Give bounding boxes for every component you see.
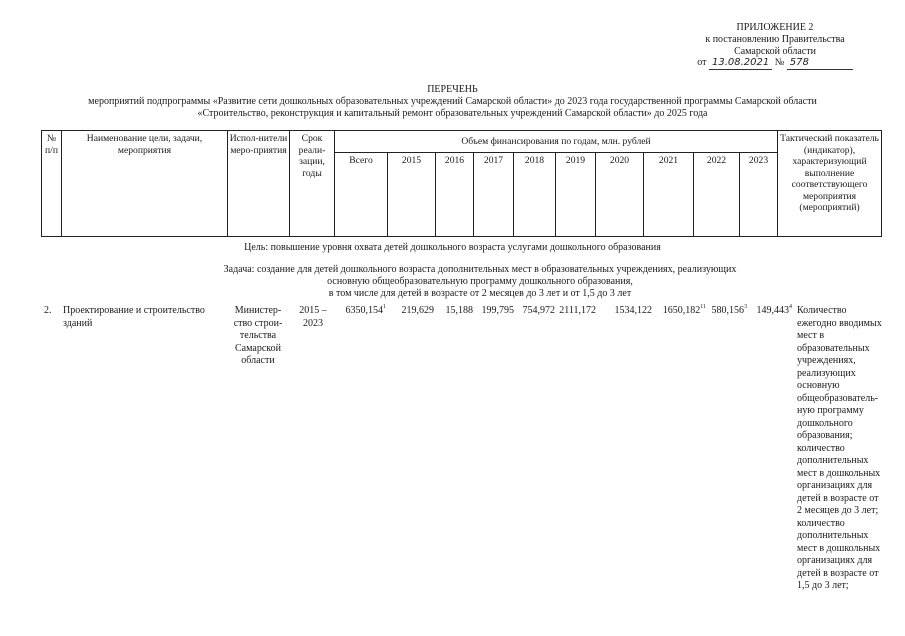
row-2021-value: 1650,182 bbox=[662, 305, 701, 316]
appendix-line2: к постановлению Правительства bbox=[705, 33, 845, 45]
indicator-line: учреждениях, bbox=[797, 355, 856, 366]
header-year: 2015 bbox=[388, 153, 436, 237]
header-year: 2021 bbox=[644, 153, 694, 237]
row-2017: 199,795 bbox=[481, 305, 514, 316]
footnote-mark: 1 bbox=[383, 304, 386, 310]
row-2022 bbox=[706, 305, 747, 318]
indicator-line: организациях для bbox=[797, 480, 873, 491]
header-executors: Испол-нители меро-приятия bbox=[228, 131, 290, 237]
document-subtitle-line2: «Строительство, реконструкция и капитальный ремонт образовательных учреждений Самарской области» до 2025 года bbox=[197, 108, 708, 119]
header-term: Срок реали-зации, годы bbox=[290, 131, 335, 237]
appendix-title: ПРИЛОЖЕНИЕ 2 bbox=[736, 22, 814, 33]
indicator-line: ежегодно вводимых bbox=[797, 317, 882, 329]
indicator-line: реализующих bbox=[797, 367, 856, 379]
header-year: 2019 bbox=[556, 153, 596, 237]
task-line: Задача: создание для детей дошкольного возраста дополнительных мест в образовательных учреждениях, реализующих bbox=[223, 264, 737, 275]
footnote-mark: 3 bbox=[744, 304, 747, 310]
row-name-line: Проектирование и строительство bbox=[63, 305, 205, 316]
appendix-block bbox=[650, 22, 900, 70]
row-2023-value: 149,443 bbox=[756, 305, 789, 316]
appendix-date-line bbox=[650, 57, 900, 70]
header-num: № п/п bbox=[42, 131, 62, 237]
indicator-line: 2 месяцев до 3 лет; bbox=[797, 505, 879, 516]
header-year: 2017 bbox=[474, 153, 514, 237]
date-prefix: от bbox=[697, 57, 707, 69]
row-exec-line: Самарской bbox=[235, 342, 281, 354]
row-2022-value: 580,156 bbox=[711, 305, 744, 316]
row-indicator bbox=[797, 305, 901, 593]
row-exec-line: Министер- bbox=[234, 305, 282, 316]
task-line: основную общеобразовательную программу дошкольного образования, bbox=[327, 276, 633, 287]
task-line: в том числе для детей в возрасте от 2 месяцев до 3 лет и от 1,5 до 3 лет bbox=[328, 288, 632, 299]
header-year: 2020 bbox=[596, 153, 644, 237]
row-term-line: 2023 bbox=[303, 317, 323, 329]
number-prefix: № bbox=[774, 57, 785, 69]
row-term-line: 2015 – bbox=[299, 305, 327, 316]
indicator-line: детей в возрасте от bbox=[797, 567, 879, 579]
header-total: Всего bbox=[335, 153, 388, 237]
table-header bbox=[41, 130, 882, 237]
footnote-mark: 11 bbox=[700, 304, 706, 310]
row-executors bbox=[227, 305, 289, 368]
row-2021 bbox=[653, 305, 706, 318]
indicator-line: общеобразователь- bbox=[797, 392, 879, 404]
indicator-line: дополнительных bbox=[797, 455, 869, 466]
indicator-line: мест в bbox=[797, 330, 825, 341]
indicator-line: мест в дошкольных bbox=[797, 542, 881, 554]
indicator-line: 1,5 до 3 лет; bbox=[797, 580, 849, 591]
row-exec-line: области bbox=[241, 355, 275, 366]
goal-text: Цель: повышение уровня охвата детей дошкольного возраста услугами дошкольного образования bbox=[244, 242, 661, 253]
indicator-line: организациях для bbox=[797, 555, 873, 566]
row-2020: 1534,122 bbox=[614, 305, 652, 316]
indicator-line: количество bbox=[797, 517, 845, 529]
row-2023 bbox=[746, 305, 792, 318]
header-year: 2018 bbox=[514, 153, 556, 237]
row-2018: 754,972 bbox=[522, 305, 555, 316]
row-total-value: 6350,154 bbox=[345, 305, 383, 316]
task-text bbox=[170, 264, 790, 300]
indicator-line: ную программу bbox=[797, 405, 864, 416]
row-2015: 219,629 bbox=[401, 305, 434, 316]
row-2019: 2111,172 bbox=[559, 305, 596, 316]
header-funding: Объем финансирования по годам, млн. рублей bbox=[335, 131, 778, 153]
indicator-line: детей в возрасте от bbox=[797, 492, 879, 504]
document-subtitle-line1: мероприятий подпрограммы «Развитие сети дошкольных образовательных учреждений Самарской области» до 2023 года государственной программы Самарской области bbox=[88, 96, 817, 107]
row-name bbox=[63, 305, 228, 330]
header-indicator: Тактический показатель (индикатор), характеризующий выполнение соответствующего мероприятия (мероприятий) bbox=[778, 131, 882, 237]
indicator-line: дополнительных bbox=[797, 530, 869, 541]
appendix-line3: Самарской области bbox=[734, 45, 816, 57]
header-year: 2023 bbox=[740, 153, 778, 237]
indicator-line: Количество bbox=[797, 305, 847, 316]
indicator-line: дошкольного bbox=[797, 417, 853, 429]
row-name-line: зданий bbox=[63, 317, 93, 329]
header-name: Наименование цели, задачи, мероприятия bbox=[62, 131, 228, 237]
indicator-line: образования; bbox=[797, 430, 853, 441]
footnote-mark: 4 bbox=[789, 304, 792, 310]
row-total bbox=[330, 305, 386, 318]
indicator-line: мест в дошкольных bbox=[797, 467, 881, 479]
header-year: 2016 bbox=[436, 153, 474, 237]
row-term bbox=[291, 305, 335, 330]
handwritten-number: 578 bbox=[787, 57, 853, 70]
row-2016: 15,188 bbox=[445, 305, 473, 316]
row-exec-line: ство строи- bbox=[233, 317, 283, 329]
indicator-line: основную bbox=[797, 380, 840, 391]
indicator-line: образовательных bbox=[797, 342, 870, 354]
row-exec-line: тельства bbox=[239, 330, 277, 341]
row-num: 2. bbox=[44, 305, 52, 316]
header-year: 2022 bbox=[694, 153, 740, 237]
document-title: ПЕРЕЧЕНЬ bbox=[427, 84, 478, 95]
handwritten-date: 13.08.2021 bbox=[709, 57, 772, 70]
indicator-line: количество bbox=[797, 442, 845, 454]
